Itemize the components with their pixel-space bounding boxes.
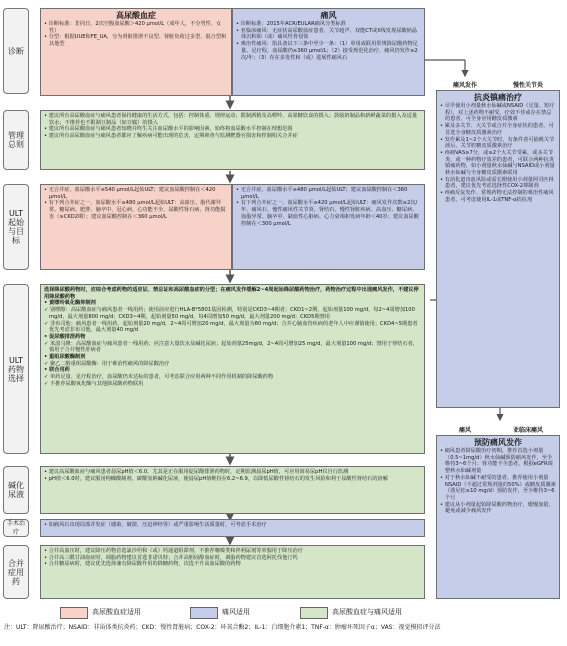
uricase-heading: • 重组尿酸酶制剂 (44, 354, 86, 361)
ult-start-line: • 有下列合并症之一，血尿酸水平≥420 μmol/L起始ULT：痛风发作次数≥2次/年、痛风石、慢性痛风性关节炎、肾结石、慢性肾脏疾病、高血压、糖尿病、血脂异常、脑卒中、缺血性心脏病、心力衰竭和发病年龄＜40岁；建议血尿酸控制在＜300 μmol/L (236, 200, 419, 227)
anti-inflammatory-line: • 疼痛反复发作、常规药物无法控制的难治性痛风患者，可考虑使用IL-1或TNF-α拮抗剂 (440, 190, 554, 203)
label-alkalize-text: 碱化尿液 (8, 481, 24, 499)
label-diagnosis-text: 诊断 (8, 46, 24, 56)
ult-drug-intro: 选择降尿酸药物时，应综合考虑药物的适应证、禁忌证和高尿酸血症的分型；在痛风发作缓解2~4周起始降尿酸药物治疗，药物治疗过程中出现痛风发作，不建议停用降尿酸药物 (44, 287, 419, 300)
ult-start-line: • 无合并症，血尿酸水平≥540 μmol/L起始ULT；建议血尿酸控制在＜420 μmol/L (44, 187, 216, 200)
combination-heading: • 联合用药 (44, 367, 70, 374)
ult-start-gout (232, 184, 425, 270)
side-bottom-header-right: 亚临床痛风 (512, 427, 543, 434)
legend-label-hyperuricemia: 高尿酸血症适用 (92, 608, 141, 616)
anti-inflammatory-line: • 发作累及1~2个大关节时，有条件者可抽吸关节液后，关节腔糖皮质激素治疗 (440, 136, 555, 150)
label-comorbid-text: 合并症用药 (8, 558, 24, 586)
alkalize-line: • pH值＜6.0时，建议服用枸橼酸制剂、碳酸氢钠碱化尿液，使晨尿pH值维持在6.2~6.9，以降低尿酸性肾结石的发生风险和利于尿酸性肾结石的溶解 (44, 475, 388, 482)
legend-label-both: 高尿酸血症与痛风适用 (332, 608, 402, 616)
flare-prevention-line: • 对于秋水仙碱不耐受的患者，推荐使用小剂量NSAID（不超过常规剂量的50%）或糖皮质激素（泼尼松≤10 mg/d）预防发作，至少维持3~6个月 (440, 474, 556, 501)
combination-item: ✓ 单药足量、足疗程治疗，血尿酸仍未达标的患者，可考虑联合应用两种不同作用机制的降尿酸药物 (44, 374, 274, 381)
febuxostat-item: ✓ 非布司他：痛风患者一线用药，起始剂量20 mg/d，2~4周可增加20 mg/d，最大剂量为80 mg/d；合并心脑血管疾病的老年人中应谨慎使用；CKD4~5期患者优先考虑非布司他，最大剂量40 mg/d (44, 320, 418, 334)
legend-swatch-gout (190, 607, 218, 619)
side-top-header-right: 慢性关节炎 (512, 82, 543, 89)
ult-start-hyperuricemia (40, 184, 232, 270)
flare-prevention-title: 预防痛风发作 (474, 438, 522, 447)
label-management (3, 110, 29, 170)
label-surgery-text: 手术治疗 (6, 520, 25, 536)
management-box (40, 110, 425, 170)
side-top-header-left: 痛风发作 (452, 82, 477, 89)
ult-start-line: • 有下列合并症之一，血尿酸水平≥480 μmol/L起始ULT：高血压、脂代谢异常、糖尿病、肥胖、脑卒中、冠心病、心功能不全、尿酸性肾石病、肾功能损害（≥CKD2期）；建议血尿酸控制在＜360 μmol/L (44, 200, 226, 220)
label-alkalize (3, 466, 29, 514)
pegloticase-item: ✓ 聚乙二醇重组尿酸酶：用于难治性痛风的降尿酸治疗 (44, 360, 170, 367)
anti-inflammatory-line: • 累及多关节、大关节或合并全身症状的患者，可首选全身糖皮质激素治疗 (440, 123, 554, 136)
flare-prevention-box (436, 435, 560, 599)
management-line: • 建议所有高尿酸血症与痛风患者保持健康的生活方式，包括：控制体重、规律运动；限制酒精及高嘌呤、高果糖饮食的摄入；鼓励奶制品和新鲜蔬菜的摄入及适量饮水；不推荐也不限制豆制品（如豆腐）的摄入 (44, 113, 418, 126)
management-line: • 建议所有高尿酸血症与痛风患者都应了解疾病可能出现的危害，定期筛查与监测靶器官损害和控制相关合并症 (44, 133, 298, 140)
allopurinol-item: ✓ 别嘌醇：高尿酸血症与痛风患者一线用药；使用前应进行HLA-B*5801基因检测，特别是CKD3~4期者；CKD1~2期，起始剂量100 mg/d，每2~4周增加100 mg/d，最大剂量800 mg/d；CKD3~4期，起始剂量50 mg/d，每4周增加50 mg/d，最大剂量200 mg/d；CKD5期禁用 (44, 307, 415, 320)
footnote: 注：ULT：降尿酸治疗；NSAID：非甾体类抗炎药；CKD：慢性肾脏病；COX-2：环氧合酶2；IL-1：白细胞介素1；TNF-α：肿瘤坏死因子α；VAS：视觉模拟评分法 (4, 624, 441, 631)
label-ult-start-text: ULT起始与目标 (8, 209, 24, 245)
flare-prevention-line: • 痛风患者降尿酸治疗初期，推荐首选小剂量（0.5~1mg/d）秋水仙碱预防痛风发作，至少维持3~6个月；肾功能不全患者，根据eGFR调整秋水仙碱剂量 (440, 448, 553, 475)
comorbid-box (40, 545, 425, 599)
surgery-line: • 如痛风石出现局部并发症（感染、破溃、压迫神经等）或严重影响生活质量时，可考虑手术治疗 (44, 522, 267, 528)
management-line: • 建议所有高尿酸血症与痛风患者知晓并终生关注血尿酸水平的影响因素，始终将血尿酸水平控制在理想范围 (44, 126, 293, 133)
label-ult-start (3, 184, 29, 270)
hyperuricemia-title: 高尿酸血症 (116, 11, 156, 20)
anti-inflammatory-title: 抗炎镇痛治疗 (474, 93, 522, 102)
gout-refractory: • 难治性痛风：指具备以下三条中至少一条：（1）单用或联用常规降尿酸药物足量、足疗程，血尿酸仍≥360 μmol/L；（2）接受规范化治疗，痛风仍发作≥2次/年；（3）存在多发性和（或）进展性痛风石 (236, 41, 418, 61)
comorbid-line: • 合并高三酰甘油血症时，调脂药物建议首选非诺贝特；合并高胆固醇血症时，调脂药物建议首选阿托伐他汀钙 (44, 554, 298, 561)
side-bottom-header-left: 痛风 (458, 427, 471, 434)
legend-swatch-both (300, 607, 328, 619)
legend-label-gout: 痛风适用 (222, 608, 250, 616)
label-surgery (3, 519, 29, 537)
uricosuric-heading: • 促尿酸排泄药物 (44, 333, 86, 340)
gout-title: 痛风 (320, 11, 337, 20)
label-comorbid (3, 545, 29, 599)
comorbid-line: • 合并糖尿病时，建议优先选择兼有降尿酸作用的降糖药物，次选不升高血尿酸的药物 (44, 561, 241, 568)
legend-swatch-hyperuricemia (60, 607, 88, 619)
gout-subclinical: • 亚临床痛风：无症状高尿酸血症患者，关节超声、双能CT或X线发现尿酸钠晶体沉积和（或）痛风性骨侵蚀 (236, 27, 418, 41)
ult-drug-box (40, 284, 425, 454)
anti-inflammatory-line: • 疼痛VAS≥7分，或≥2个大关节受累，或多关节炎，或一种药物疗效差的患者，可联合两种抗炎镇痛药物，如小剂量秋水仙碱与NSAID或小剂量秋水仙碱与全身糖皮质激素联用 (440, 149, 555, 177)
anti-inflammatory-box (436, 90, 560, 408)
benzbromarone-item: ✓ 苯溴马隆：高尿酸血症与痛风患者一线用药；应注意大量饮水及碱化尿液；起始剂量25mg/d，2~4周可增加25 mg/d，最大剂量100 mg/d；禁用于肾结石者，慎用于合并慢性肝病者 (44, 340, 419, 354)
label-diagnosis (3, 8, 29, 94)
combination-item: ✓ 不推荐尿酸氧化酶与其他降尿酸药物联用 (44, 380, 144, 387)
alkalize-box (40, 466, 425, 514)
anti-inflammatory-line: • 有消化道出血风险或需长期使用小剂量阿司匹林患者，建议优先考虑选择性COX-2抑制剂 (440, 176, 554, 190)
gout-criteria: • 诊断标准：2015年ACR/EULAR痛风分类标准 (236, 21, 346, 27)
hyperuricemia-criteria: • 诊断标准：非同日，2次空腹血尿酸＞420 μmol/L（成年人，不分男性、女性） (44, 21, 222, 34)
comorbid-line: • 合并高血压时，建议降压药物首选氯沙坦和（或）钙通道阻滞剂，不推荐噻嗪类和袢利尿剂等单独用于降压治疗 (44, 548, 303, 554)
diagnosis-hyperuricemia (40, 8, 232, 96)
surgery-box (40, 519, 425, 537)
xo-inhibitor-heading: • 黄嘌呤氧化酶抑制剂 (44, 300, 96, 307)
alkalize-line: • 建议高尿酸血症与痛风患者晨尿pH值＜6.0，尤其是正在服用促尿酸排泄药物时，定期监测晨尿pH值，可应用简易尿pH仪自行监测 (44, 469, 349, 475)
anti-inflammatory-line: • 尽早使用小剂量秋水仙碱或NSAID（足量、短疗程），对上述药物不耐受、疗效不佳或存在禁忌的患者，可全身应用糖皮质激素 (440, 103, 555, 123)
diagnosis-gout (232, 8, 425, 96)
flare-prevention-line: • 建议从小剂量起始降尿酸药物治疗，缓慢加量，避免或减少痛风发作 (440, 501, 554, 515)
label-ult-drug (3, 284, 29, 454)
hyperuricemia-types: • 分型：根据UUE和FE_UA，分为肾脏排泄不良型、肾脏负荷过多型、混合型和其他型 (44, 34, 227, 48)
label-management-text: 管理总则 (8, 131, 24, 149)
label-ult-drug-text: ULT药物选择 (8, 355, 24, 383)
ult-start-line: • 无合并症，血尿酸水平≥480 μmol/L起始ULT；建议血尿酸控制在＜360 μmol/L (236, 187, 408, 200)
